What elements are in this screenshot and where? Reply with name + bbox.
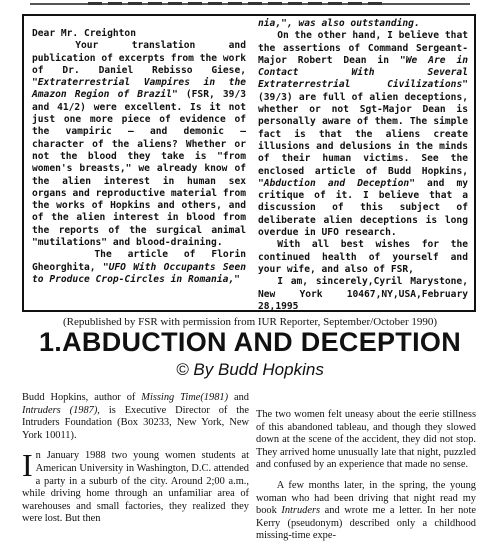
letter-paragraph-2: The article of Florin Gheorghita, "UFO With Occupants Seen to Produce Crop-Circles in Romania," [32,249,246,285]
article-paragraph-1: In January 1988 two young women students at American University in Washington, D.C. attended a party in a suburb of the city. Around 2;00 a.m., while driving home through an unfamiliar area of warehouses and small factories, they realized they were lost. But then [22,447,249,525]
letter-right-column [258,18,468,313]
article-byline: © By Budd Hopkins [176,360,324,379]
article-paragraph-3: A few months later, in the spring, the young woman who had been driving that night read my book Intruders and wrote me a letter. In her note Kerry (pseudonym) described only a childhood missing-time expe- [256,479,476,542]
article-right-column [256,409,476,551]
letter-paragraph-4: With all best wishes for the continued health of yourself and your wife, and also of FSR, [258,239,468,275]
letter-paragraph-1: Your translation and publication of excerpts from the work of Dr. Daniel Rebisso Giese, "Extraterrestrial Vampires in the Amazon Region of Brazil" (FSR, 39/3 and 41/2) were excellent. Is it not just one more piece of evidence of the vampiric — and demonic — character of the aliens? Whether or not the blood they take is "from women's breasts," we already know of the alien interest in human sex organs and reproductive material from the works of Hopkins and others, and of the alien interest in blood from the reports of the surgical animal "mutilations" and blood-draining. [32,40,247,249]
drop-cap: I [22,447,33,484]
letter-salutation: Dear Mr. Creighton [32,28,136,39]
article-paragraph-2: The two women felt uneasy about the eerie stillness of this abandoned tableau, and though they slowed down at the scene of the accident, they did not stop. They arrived home unusually late that night, puzzled and confused by an experience that made no sense. [256,409,476,471]
article-left-column [22,392,249,534]
letter-paragraph-3: On the other hand, I believe that the assertions of Command Sergeant-Major Robert Dean in "We Are in Contact With Several Extraterrestrial Civilizations"(39/3) are full of alien deceptions, whether or not Sgt-Major Dean is personally aware of them. The simple fact is that the aliens create illusions and delusions in the minds of their human victims. See the enclosed article of Budd Hopkins, "Abduction and Deception" and my critique of it. I believe that a discussion of this subject of deliberate alien deceptions is long overdue in UFO research. [258,30,468,239]
letter-box [22,14,476,312]
article-headline: 1.ABDUCTION AND DECEPTION [38,327,462,357]
letter-signoff: I am, sincerely,Cyril Marystone, New York 10467,NY,USA,February 28,1995 [258,276,468,312]
republication-caption: (Republished by FSR with permission from IUR Reporter, September/October 1990) [62,316,438,328]
top-dashed-remnant [88,2,388,5]
letter-right-continuation: nia,", was also outstanding. [258,18,420,29]
letter-left-column [32,28,246,286]
top-rule-strip [0,0,500,12]
author-bio: Budd Hopkins, author of Missing Time(1981) and Intruders (1987), is Executive Director of the Intruders Foundation (Box 30233, New York, New York 10011). [22,392,250,441]
